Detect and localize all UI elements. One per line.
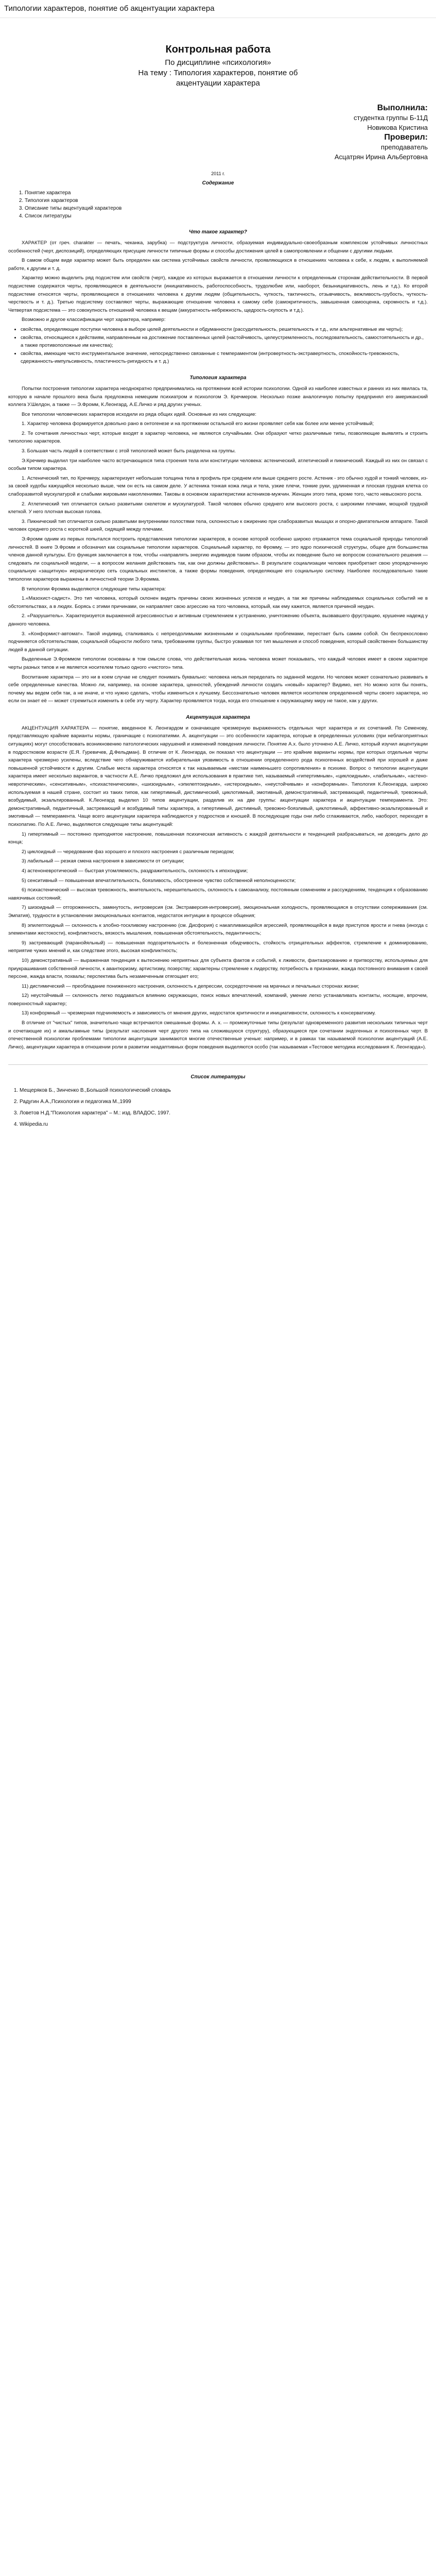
student-group: студентка группы Б-11Д <box>354 114 428 122</box>
section-paragraph: 8) эпилептоидный — склонность к злобно-тоскливому настроению (см. Дисфория) с накапливающейся агрессией, проявляющейся в виде приступов ярости и гнева (иногда с элементами жестокости), конфликтность, вязкость мышления, повышенная обстоятельность, педантичность; <box>8 922 428 937</box>
section-paragraph: 5) сенситивный — повышенная впечатлительность, боязливость, обостренное чувство собственной неполноценности; <box>22 877 296 884</box>
teacher-role: преподаватель <box>381 143 428 151</box>
section-paragraph: В отличие от "чистых" типов, значительно чаще встречаются смешанные формы. А. х. — промежуточные типы (результат одновременного развития нескольких типичных черт и сочетающие их) и амальгамные типы (результат наслоения черт другого типа на сложившуюся структуру), образующиеся при сочетании эндогенных и психогенных черт. В отечественной психологии проблемами типологии акцентуации занимаются многие отечественные ученые: например, и в рамках так называемой психологии акцентуаций (А.Е. Личко), акцентуации характера в отношении роли в развитии неадаптивных форм поведения выделяются особо (так называемая «Тестовое методика исследования К. Леонгарда»). <box>8 1020 428 1050</box>
section-list-item: • свойства, имеющие чисто инструментальное значение, непосредственно связанные с темпераментом (интровертность-экстравертность, спокойность-тревожность, сдержанность-импульсивность, пластичность-ригидность и т. д.) <box>21 350 428 366</box>
section-paragraph: 1) гипертимный — постоянно приподнятое настроение, повышенная психическая активность с жаждой деятельности и тенденцией разбрасываться, не доводить дело до конца; <box>8 831 428 845</box>
doc-year: 2011 г. <box>211 171 225 176</box>
section-paragraph: 2) циклоидный — чередование фаз хорошего и плохого настроения с различным периодом; <box>22 849 234 855</box>
literature-item: 3. Ловетов Н.Д."Психология характера" – М.: изд. ВЛАДОС, 1997. <box>20 1108 428 1119</box>
section-paragraph: Характер можно выделить ряд подсистем или свойств (черт), каждое из которых выражается в отношении личности к определенным сторонам действительности. В первой подсистеме содержатся черты, проявляющиеся в деятельности (инициативность, работоспособность, трудолюбие или, наоборот, безынициативность, лень и т.д.). Ко второй подсистеме относятся черты, проявляющиеся в отношениях человека к другим людям (общительность, чуткость, тактичность, отзывчивость, вежливость-грубость, чуткость-черствость и т. д.). Третью подсистему составляют черты, выражающие отношение человека к самому себе (самокритичность, завышенная самооценка, скромность и т.д.). Четвертая подсистема — это совокупность отношений человека к вещам (аккуратность-небрежность, щедрость-скупость и т.д.). <box>8 275 428 313</box>
browser-title: Типологии характеров, понятие об акцентуации характера <box>0 0 436 18</box>
doc-theme-line1: На тему : Типология характеров, понятие об <box>138 69 298 77</box>
toc-heading: Содержание <box>202 180 234 186</box>
toc-item: 4. Список литературы <box>25 212 428 220</box>
section-paragraph: 2. Те сочетания личностных черт, которые входят в характер человека, не являются случайными. Они образуют четко различимые типы, позволяющие выявлять и строить типологию характеров. <box>8 430 428 445</box>
student-name: Новикова Кристина <box>367 124 428 131</box>
section-paragraph: 1. Характер человека формируется довольно рано в онтогенезе и на протяжении остальной его жизни проявляет себя как более или менее устойчивый; <box>22 421 374 427</box>
section-heading: Что такое характер? <box>189 229 247 235</box>
section-paragraph: 9) застревающий (паранойяльный) — повышенная подозрительность и болезненная обидчивость, стойкость отрицательных аффектов, стремление к доминированию, неприятие чужих мнений и, как следствие этого, высокая конфликтность; <box>8 940 428 954</box>
author-block <box>8 103 428 162</box>
section-paragraph: В самом общем виде характер может быть определен как система устойчивых свойств личности, проявляющихся в отношениях человека к себе, к людям, к выполняемой работе, к другим и т. д. <box>8 258 428 272</box>
section-paragraph: Все типологии человеческих характеров исходили из ряда общих идей. Основные из них следующие: <box>22 411 257 417</box>
section-paragraph: 1. Астенический тип, по Кречмеру, характеризует небольшая толщина тела в профиль при среднем или выше среднего росте. Астеник - это обычно худой и тонкий человек, из-за своей худобы кажущийся несколько выше, чем он есть на самом деле. У астеника тонкая кожа лица и тела, узкие плечи, тонкие руки, удлиненная и плоская грудная клетка со слаборазвитой мускулатурой и слабыми жировыми накоплениями. Таковы в основном характеристики астеников-мужчин. Женщин этого типа, кроме того, часто невысокого роста. <box>8 475 428 498</box>
section-paragraph: Э.Фромм одним из первых попытался построить представления типологии характеров, в основе которой особенно широко отражается тема социальной природы типологий личностей. В книге Э.Фромм и обозначил как социальные типологии характеров. Социальный характер, по Фромму, — это ядро психической структуры, общее для большинства членов данной культуры. Его функция заключается в том, чтобы «направлять энергию индивидов таким образом, чтобы их поведение было не вопросом сознательного решения — следовать ли социальной модели, — а вопросом желания действовать так, как они должны действовать». В результате социализации человек приобретает свою упорядоченную социальную «защитную» иерархическую сеть социальных инстинктов, а также формы поведения, определяющие его социальную систему. Наиболее последовательно такие типологии характеров выражены в личностной теории Э.Фромма. <box>8 536 428 582</box>
section-paragraph: 13) конформный — чрезмерная подчиняемость и зависимость от мнения других, недостаток критичности и инициативности, склонность к консерватизму. <box>22 1010 376 1016</box>
teacher-name: Асцатрян Ирина Альбертовна <box>334 153 428 161</box>
section-paragraph: 2. Атлетический тип отличается сильно развитыми скелетом и мускулатурой. Такой человек обычно среднего или высокого роста, с широкими плечами, мощной грудной клеткой. У него плотная высокая голова. <box>8 501 428 515</box>
toc-item: 2. Типология характеров <box>25 197 428 205</box>
section-paragraph: 3. «Конформист-автомат». Такой индивид, сталкиваясь с непреодолимыми жизненными и социальными проблемами, перестает быть самим собой. Он беспрекословно подчиняется обстоятельствам, социальной общности любого типа, требованиям группы, быстро усваивая тот тип мышления и способ поведения, который свойственен большинству людей в данной ситуации. <box>8 631 428 653</box>
section-paragraph: АКЦЕНТУАЦИЯ ХАРАКТЕРА — понятие, введенное К. Леонгардом и означающее чрезмерную выраженность отдельных черт характера и их сочетаний. По Семенову, представляющую крайние варианты нормы, граничащие с психопатиями. А. акцентуации — это особенности характера, которые в определенных условиях (при неблагоприятных ситуациях) могут способствовать возникновению патологических нарушений и изменений поведения личности. Понятие А.х. было уточнено А.Е. Личко, который изучил акцентуации в подростковом возрасте (Е.Я. Гуревичев, Д.Фельдман). В отличие от К. Леонгарда, он показал что акцентуации — это крайние варианты нормы, при которых отдельные черты характера чрезмерно усилены, вследствие чего обнаруживается избирательная уязвимость в отношении определенного рода психогенных воздействий при хорошей и даже повышенной устойчивости к другим. Слабые места характера относятся к так называемым «местам наименьшего сопротивления» в психике. Вопрос о типологии акцентуации характера имеет несколько вариантов, в частности А.Е. Личко предложил для использования в практике тип, называемый «гипертимным», «циклоидным», «лабильным», «астено-невротическим», «сенситивным», «психастеническим», «шизоидным», «эпилептоидным», «истероидным», «неустойчивым» и «конформным». Типология К.Леонгарда, широко используемая в нашей стране, состоит из таких типов, как гипертимный, дистимический, циклотимный, эмотивный, демонстративный, застревающий, педантичный, тревожный, возбудимый, экзальтированный. К.Леонгард выделил 10 типов акцентуации, разделив их на две группы: акцентуации характера и акцентуации темперамента. Это: демонстративный, педантичный, застревающий и возбудимый типы характера, а гипертимный, дистимный, тревожно-боязливый, циклотимный, аффективно-экзальтированный и эмотивный — темперамента. Чаще всего акцентуации характера наблюдаются у подростков и юношей. В последующие годы они либо сглаживаются, либо, наоборот, переходят в психопатию. По А.Е. Личко, выделяются следующие типы акцентуаций: <box>8 725 428 827</box>
section-paragraph: 1.«Мазохист-садист». Это тип человека, который склонен видеть причины своих жизненных успехов и неудач, а так же причины наблюдаемых социальных событий не в обстоятельствах, а в людях. Борясь с этими причинами, он направляет свою агрессию на того человека, который, как ему кажется, является причиной неудач. <box>8 596 428 609</box>
section-paragraph: Э.Кречмер выделил три наиболее часто встречающихся типа строения тела или конституции человека: астенический, атлетический и пикнический. Каждый из них он связал с особым типом характера. <box>8 457 428 472</box>
document-page <box>8 18 428 1130</box>
section-paragraph: В типологии Фромма выделяются следующие типы характера: <box>22 586 166 592</box>
section-paragraph: Воспитание характера — это ни в коем случае не следует понимать буквально: человека нельзя переделать по заданной модели. Но человек может сознательно развивать в себе определенные качества. Можно ли, например, на основе характера, ценностей, убеждений личности создать «новый» характер? Видимо, нет. Но можно хотя бы понять, почему мы ведем себя так, а не иначе, и что нужно сделать, чтобы измениться к лучшему. Бессознательно человек является носителем определенной черты своего характера, но если он знает её — может стремиться изменить в себе эту черту. Характер проявляется тогда, когда его отношение к окружающему миру не такое, как у других. <box>8 674 428 704</box>
section-heading: Типология характера <box>189 375 247 381</box>
section-paragraph: 3. Пикнический тип отличается сильно развитыми внутренними полостями тела, склонностью к ожирению при слаборазвитых мышцах и опорно-двигательном аппарате. Такой человек среднего роста с короткой шеей, сидящей между плечами. <box>8 518 428 533</box>
section-paragraph: Возможно и другое классификации черт характера, например: <box>22 317 166 323</box>
sections <box>8 229 428 1051</box>
divider <box>8 1064 428 1065</box>
literature-heading: Список литературы <box>190 1074 246 1080</box>
literature-item: 2. Радугин А.А.,Психология и педагогика М.,1999 <box>20 1096 428 1108</box>
literature-item: 4. Wikipedia.ru <box>20 1119 428 1130</box>
section-paragraph: 10) демонстративный — выраженная тенденция к вытеснению неприятных для субъекта фактов и событий, к лживости, фантазированию и притворству, используемых для приукрашивания собственной личности, к авантюризму, артистизму, позерству; характерны стремление к лидерству, потребность в признании, жажда постоянного внимания к своей персоне, жажда власти, похвалы; перспектива быть незамеченным отягощает его; <box>8 957 428 980</box>
done-label: Выполнила: <box>377 104 428 112</box>
section-paragraph: 6) психастенический — высокая тревожность, мнительность, нерешительность, склонность к самоанализу, постоянным сомнениям и рассуждениям, тенденция к образованию навязчивых состояний; <box>8 887 428 901</box>
section-paragraph: Выделенные Э.Фроммом типологии основаны в том смысле слова, что действительная жизнь человека может показывать, что каждый человек имеет в своем характере черты разных типов и не является носителем только одного «чистого» типа. <box>8 656 428 670</box>
literature-item: 1. Мещеряков Б., Зинченко В.,Большой психологический словарь <box>20 1085 428 1096</box>
literature-list <box>20 1085 428 1130</box>
section-list-item: • свойства, определяющие поступки человека в выборе целей деятельности и обдуманности (рассудительность, решительность и т.д., или альтернативные им черты); <box>21 326 428 334</box>
section-paragraph: 4) астеноневротический — быстрая утомляемость, раздражительность, склонность к ипохондрии; <box>22 868 248 874</box>
toc-item: 1. Понятие характера <box>25 189 428 197</box>
section-paragraph: 12) неустойчивый — склонность легко поддаваться влиянию окружающих, поиск новых впечатлений, компаний, умение легко устанавливать контакты, носящие, впрочем, поверхностный характер; <box>8 993 428 1007</box>
section-paragraph: 3) лабильный — резкая смена настроения в зависимости от ситуации; <box>22 858 184 865</box>
section-paragraph: 2. «Разрушитель». Характеризуется выраженной агрессивностью и активным стремлением к устранению, уничтожению объекта, вызвавшего фрустрацию, крушение надежд у данного человека. <box>8 613 428 627</box>
doc-theme-line2: акцентуации характера <box>176 79 260 88</box>
section-paragraph: 11) дистимический — преобладание пониженного настроения, склонность к депрессии, сосредоточение на мрачных и печальных сторонах жизни; <box>22 983 359 989</box>
toc-list <box>25 189 428 220</box>
doc-discipline: По дисциплине «психология» <box>165 58 271 67</box>
section-paragraph: ХАРАКТЕР (от греч. charakter — печать, чеканка, зарубка) — подструктура личности, образуемая индивидуально-своеобразным комплексом устойчивых личностных особенностей (черт, диспозиций), определяющих присущие личности типичные формы и способы достижения целей в самопроявлении и общении с другими людьми. <box>8 240 428 254</box>
doc-title: Контрольная работа <box>165 44 271 55</box>
section-paragraph: 3. Большая часть людей в соответствии с этой типологией может быть разделена на группы. <box>22 448 236 454</box>
checked-label: Проверил: <box>384 133 428 142</box>
section-list <box>21 326 428 366</box>
section-paragraph: Попытки построения типологии характера неоднократно предпринимались на протяжении всей истории психологии. Одной из наиболее известных и ранних из них явилась та, которую в начале прошлого века была предложена немецким психиатром и психологом Э. Кречмером. Несколько позже аналогичную попытку предпринял его американский коллега У.Шелдон, а также — Э.Фромм, К.Леонгард, А.Е.Личко и ряд других ученых. <box>8 385 428 408</box>
section-paragraph: 7) шизоидный — отгороженность, замкнутость, интроверсия (см. Экстраверсия-интроверсия), эмоциональная холодность, проявляющаяся в отсутствии сопереживания (см. Эмпатия), трудности в установлении эмоциональных контактов, недостаток интуиции в процессе общения; <box>8 905 428 919</box>
section-list-item: • свойства, относящиеся к действиям, направленным на достижение поставленных целей (настойчивость, целеустремленность, последовательность, самостоятельность и др., а также противоположные им качества); <box>21 334 428 350</box>
section-heading: Акцентуация характера <box>186 714 250 720</box>
toc-item: 3. Описание типы акцентуаций характеров <box>25 205 428 212</box>
